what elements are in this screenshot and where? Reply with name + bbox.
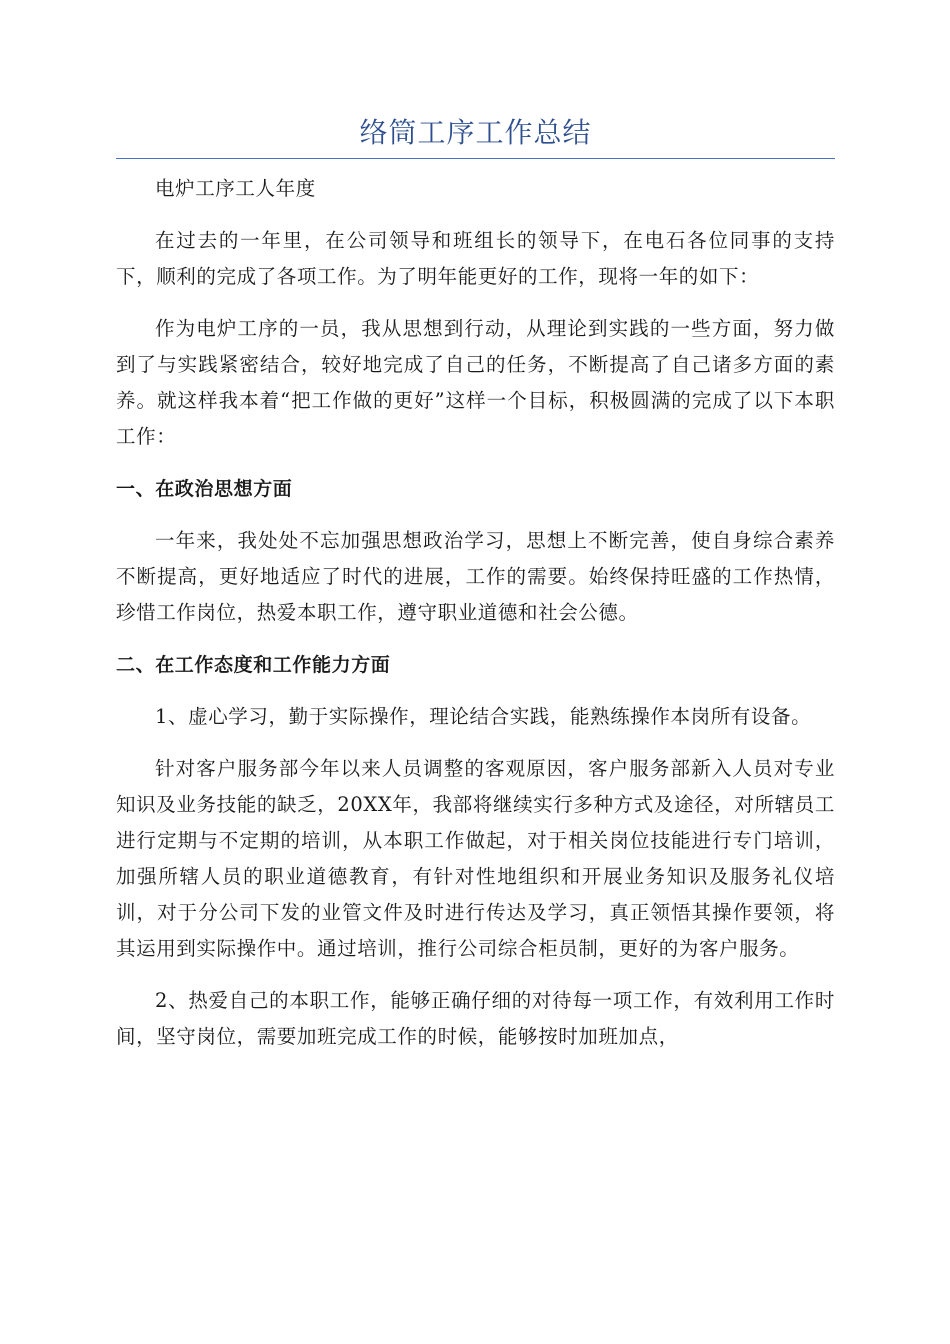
paragraph-3: 一年来，我处处不忘加强思想政治学习，思想上不断完善，使自身综合素养不断提高，更好地适应了时代的进展，工作的需要。始终保持旺盛的工作热情，珍惜工作岗位，热爱本职工作，遵守职业道德和社会公德。 [116, 529, 835, 624]
document-page [116, 108, 835, 1055]
document-title: 络筒工序工作总结 [359, 116, 592, 149]
title-underline [116, 158, 835, 159]
paragraph-5: 针对客户服务部今年以来人员调整的客观原因，客户服务部新入人员对专业知识及业务技能的缺乏，20XX年，我部将继续实行多种方式及途径，对所辖员工进行定期与不定期的培训，从本职工作做起，对于相关岗位技能进行专门培训，加强所辖人员的职业道德教育，有针对性地组织和开展业务知识及服务礼仪培训，对于分公司下发的业管文件及时进行传达及学习，真正领悟其操作要领，将其运用到实际操作中。通过培训，推行公司综合柜员制，更好的为客户服务。 [116, 757, 835, 960]
section-heading-1: 一、在政治思想方面 [116, 478, 293, 500]
paragraph-6: 2、热爱自己的本职工作，能够正确仔细的对待每一项工作，有效利用工作时间，坚守岗位，需要加班完成工作的时候，能够按时加班加点， [116, 989, 835, 1048]
paragraph-4: 1、虚心学习，勤于实际操作，理论结合实践，能熟练操作本岗所有设备。 [155, 705, 812, 728]
section-heading-2: 二、在工作态度和工作能力方面 [116, 654, 391, 676]
paragraph-1: 在过去的一年里，在公司领导和班组长的领导下，在电石各位同事的支持下，顺利的完成了各项工作。为了明年能更好的工作，现将一年的如下： [116, 229, 835, 288]
paragraph-2: 作为电炉工序的一员，我从思想到行动，从理论到实践的一些方面，努力做到了与实践紧密结合，较好地完成了自己的任务，不断提高了自己诸多方面的素养。就这样我本着“把工作做的更好”这样一个目标，积极圆满的完成了以下本职工作： [116, 317, 835, 448]
intro-line: 电炉工序工人年度 [155, 177, 316, 200]
